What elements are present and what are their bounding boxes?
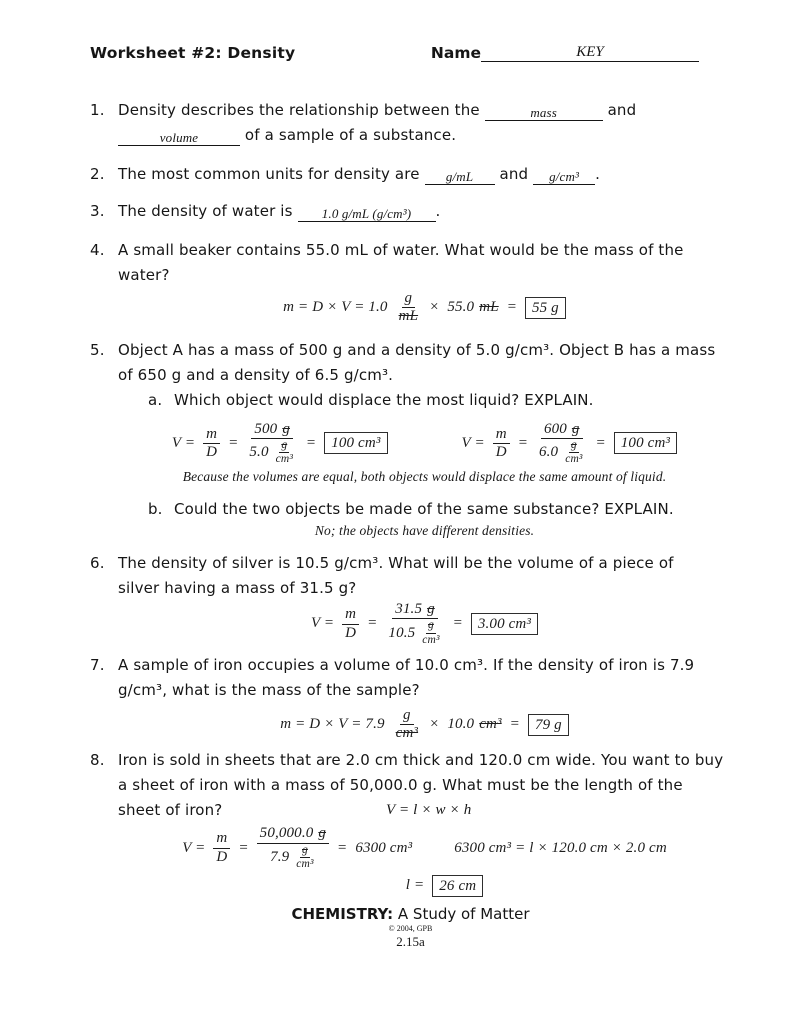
mass-over-density-fraction: 600 g 6.0 $\frac{g}{\text{cm³}}$: [538, 420, 583, 465]
question-number: 2.: [90, 165, 105, 183]
g-per-mL-fraction: $\frac{g}{mL}$: [396, 290, 421, 326]
mass-over-density-fraction: 31.5 g 10.5 $\frac{g}{\text{cm³}}$: [388, 601, 440, 646]
question-text: Object A has a mass of 500 g and a density of 5.0 g/cm³. Object B has a mass of 650 g and a density of 6.5 g/cm³. a. Which object would displace the most liquid? EXPLAIN. V = $\frac{m}{D}$ = 500 g 5.0 $\frac{g}{\text{cm³}}$ = 100 cm³ V = $\frac{m}{D}$ = 600 g 6.0 $\frac{g}{\text{cm³}}$ = 100 cm³ Because the volumes are equal, both objects would displace the same amount of liquid. b. Could the two objects be made of the same substance? EXPLAIN. No; the objects have different densities.: [118, 338, 731, 540]
part-label: b.: [148, 500, 163, 519]
footer: [90, 905, 731, 950]
m-over-D-fraction: $\frac{m}{D}$: [203, 426, 220, 462]
g-per-cm3-fraction: $\frac{g}{\text{cm³}}$: [275, 438, 293, 465]
header: [0, 0, 791, 62]
cancelled-unit: g: [426, 619, 436, 633]
question-number: 4.: [90, 241, 105, 259]
name-blank: KEY: [481, 44, 699, 62]
question-text: The most common units for density are g/mL and g/cm³ .: [118, 165, 600, 184]
question-number: 6.: [90, 554, 105, 573]
explanation-note: Because the volumes are equal, both objects would displace the same amount of liquid.: [182, 469, 667, 485]
cancelled-unit: g: [571, 420, 580, 437]
footer-copyright: © 2004, GPB: [388, 924, 433, 934]
q6-work-formula: V = $\frac{m}{D}$ = 31.5 g 10.5 $\frac{g}{\text{cm³}}$ = 3.00 cm³: [118, 601, 731, 647]
answer-box: 100 cm³: [324, 432, 387, 454]
question-text: The density of silver is 10.5 g/cm³. What will be the volume of a piece of silver having a mass of 31.5 g? V = $\frac{m}{D}$ = 31.5 g 10.5 $\frac{g}{\text{cm³}}$ = 3.00 cm³: [118, 551, 731, 647]
question-text: A small beaker contains 55.0 mL of water. What would be the mass of the water? m = D × V = 1.0 $\frac{g}{mL}$ × 55.0 mL = 55 g: [118, 238, 731, 326]
answer-blank: g/cm³: [533, 170, 595, 185]
cancelled-unit: g: [318, 825, 327, 842]
name-label: Name: [430, 44, 481, 62]
question-4: [90, 238, 731, 326]
q4-work-formula: m = D × V = 1.0 $\frac{g}{mL}$ × 55.0 mL = 55 g: [118, 290, 731, 326]
q5a-formula-object-a: V = $\frac{m}{D}$ = 500 g 5.0 $\frac{g}{\text{cm³}}$ = 100 cm³: [172, 421, 388, 467]
cancelled-unit: g: [279, 439, 289, 453]
q8-volume-calculation: V = $\frac{m}{D}$ = 50,000.0 g 7.9 $\frac{g}{\text{cm³}}$ = 6300 cm³: [182, 825, 413, 870]
q8-length-equation: 6300 cm³ = l × 120.0 cm × 2.0 cm: [454, 839, 667, 856]
cancelled-unit: cm³: [395, 725, 419, 742]
question-text: The density of water is 1.0 g/mL (g/cm³) .: [118, 202, 441, 221]
formula-lhs: m = D × V = 1.0: [283, 299, 388, 316]
volume-result: 6300 cm³: [355, 839, 413, 856]
question-text: A sample of iron occupies a volume of 10.0 cm³. If the density of iron is 7.9 g/cm³, what is the mass of the sample? m = D × V = 7.9 $\frac{g}{\text{cm³}}$ × 10.0 cm³ = 79 g: [118, 653, 731, 743]
cancelled-unit: cm³: [479, 716, 502, 732]
question-5: [90, 338, 731, 540]
m-over-D-fraction: $\frac{m}{D}$: [213, 830, 230, 866]
question-1: [90, 98, 731, 148]
answer-blank: mass: [485, 106, 603, 121]
part-label: a.: [148, 390, 163, 409]
volume-formula: V = l × w × h: [386, 802, 472, 819]
series-title: CHEMISTRY: A Study of Matter: [291, 905, 530, 924]
q5a-work: [118, 421, 731, 467]
question-5a: a. Which object would displace the most liquid? EXPLAIN.: [148, 388, 731, 413]
question-text: Density describes the relationship between the mass and volume of a sample of a substance.: [118, 101, 637, 145]
g-per-cm3-fraction: $\frac{g}{\text{cm³}}$: [565, 438, 583, 465]
cancelled-unit: mL: [479, 299, 499, 316]
footer-page-code: 2.15a: [396, 934, 425, 950]
q7-work-formula: m = D × V = 7.9 $\frac{g}{\text{cm³}}$ × 10.0 cm³ = 79 g: [118, 707, 731, 743]
m-over-D-fraction: $\frac{m}{D}$: [342, 606, 359, 642]
q5b-answer: No; the objects have different densities.: [314, 523, 535, 539]
cancelled-unit: g: [569, 439, 579, 453]
name-field: [431, 44, 699, 62]
question-2: [90, 162, 731, 187]
question-number: 8.: [90, 751, 105, 770]
formula-lhs: m = D × V = 7.9: [280, 716, 385, 732]
page-title: Worksheet #2: Density: [90, 44, 296, 62]
answer-box: 100 cm³: [614, 432, 677, 454]
answer-box: 26 cm: [432, 875, 483, 897]
g-per-cm3-fraction: $\frac{g}{\text{cm³}}$: [296, 843, 314, 870]
answer-blank: volume: [118, 131, 240, 146]
answer-box: 55 g: [525, 297, 566, 319]
cancelled-unit: g: [427, 601, 435, 618]
question-3: [90, 199, 731, 224]
answer-box: 79 g: [528, 714, 569, 736]
question-6: [90, 551, 731, 647]
cancelled-unit: g: [300, 844, 310, 858]
q5a-formula-object-b: V = $\frac{m}{D}$ = 600 g 6.0 $\frac{g}{\text{cm³}}$ = 100 cm³: [462, 421, 678, 467]
m-over-D-fraction: $\frac{m}{D}$: [493, 426, 510, 462]
question-7: [90, 653, 731, 743]
g-per-cm3-fraction: $\frac{g}{\text{cm³}}$: [422, 619, 440, 646]
cancelled-unit: mL: [398, 308, 419, 325]
question-number: 3.: [90, 202, 105, 220]
q8-work: [118, 825, 731, 871]
worksheet-body: [0, 98, 791, 950]
question-number: 5.: [90, 340, 105, 359]
question-8: [90, 748, 731, 897]
mass-over-density-fraction: 500 g 5.0 $\frac{g}{\text{cm³}}$: [249, 420, 293, 465]
question-text: Iron is sold in sheets that are 2.0 cm thick and 120.0 cm wide. You want to buy a sheet of iron with a mass of 50,000.0 g. What must be the length of the sheet of iron? V = l × w × h V = $\frac{m}{D}$ = 50,000.0 g 7.9 $\frac{g}{\text{cm³}}$ = 6300 cm³ 6300 cm³ = l × 120.0 cm × 2.0 cm l = 26 cm: [118, 748, 731, 897]
answer-blank: 1.0 g/mL (g/cm³): [298, 207, 436, 222]
question-5b: b. Could the two objects be made of the same substance? EXPLAIN.: [148, 497, 731, 522]
q8-length-answer: l = 26 cm: [118, 875, 731, 897]
answer-blank: g/mL: [425, 170, 495, 185]
question-number: 7.: [90, 655, 105, 674]
cancelled-unit: g: [282, 420, 290, 437]
mass-over-density-fraction: 50,000.0 g 7.9 $\frac{g}{\text{cm³}}$: [257, 825, 329, 871]
g-per-cm3-fraction: $\frac{g}{\text{cm³}}$: [393, 707, 421, 743]
question-number: 1.: [90, 101, 105, 119]
answer-box: 3.00 cm³: [471, 613, 538, 635]
